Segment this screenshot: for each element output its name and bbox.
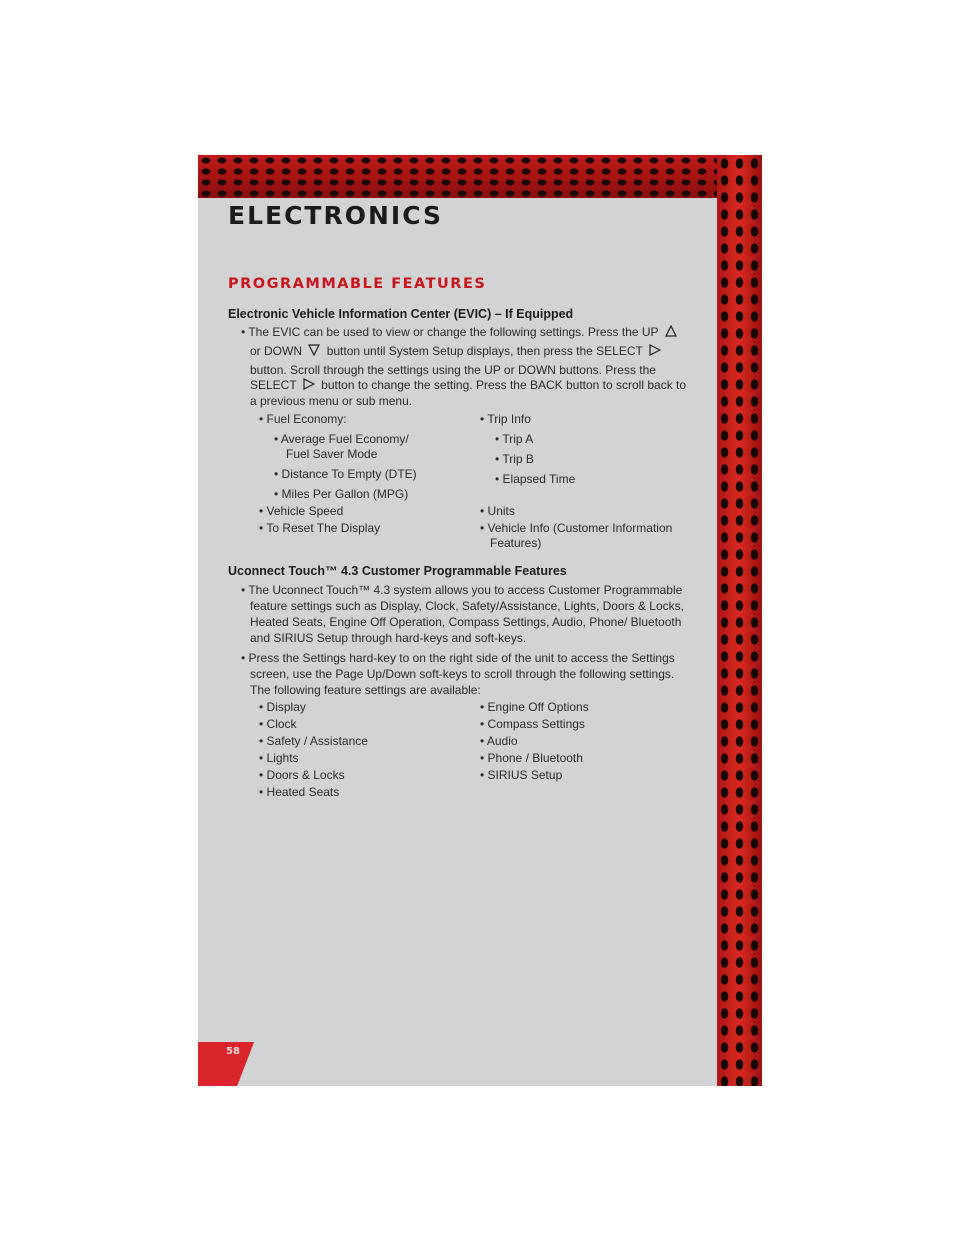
evic-para-line-3: button. Scroll through the settings using the UP or DOWN buttons. Press the	[250, 363, 656, 377]
list-item: • Clock	[259, 717, 297, 731]
select-arrow-icon	[649, 344, 661, 356]
list-item: • Trip A	[495, 432, 534, 446]
list-item: • Fuel Economy:	[259, 412, 347, 426]
list-item: • Trip Info	[480, 412, 531, 426]
evic-text: button to change the setting. Press the BACK button to scroll back to	[321, 378, 687, 392]
uconnect-para-2-line-1: • Press the Settings hard-key to on the right side of the unit to access the Settings	[241, 651, 675, 665]
list-item: • Phone / Bluetooth	[480, 751, 583, 765]
evic-text: button until System Setup displays, then press the SELECT	[326, 344, 643, 358]
list-item: • Distance To Empty (DTE)	[274, 467, 417, 481]
section-title: PROGRAMMABLE FEATURES	[228, 276, 487, 292]
list-item: • To Reset The Display	[259, 521, 381, 535]
evic-para-line-2	[250, 343, 664, 359]
evic-heading: Electronic Vehicle Information Center (EVIC) – If Equipped	[228, 307, 574, 321]
top-grille-band	[198, 155, 762, 198]
uconnect-para-1-line-2: feature settings such as Display, Clock, Safety/Assistance, Lights, Doors & Locks,	[250, 599, 684, 613]
list-item: Fuel Saver Mode	[286, 447, 378, 461]
page-number: 58	[226, 1046, 240, 1057]
list-item: • Display	[259, 700, 306, 714]
evic-text: or DOWN	[250, 344, 302, 358]
evic-para-line-5: a previous menu or sub menu.	[250, 394, 413, 408]
manual-page	[198, 155, 762, 1086]
list-item: • Miles Per Gallon (MPG)	[274, 487, 409, 501]
list-item: • SIRIUS Setup	[480, 768, 563, 782]
list-item: • Vehicle Info (Customer Information	[480, 521, 673, 535]
evic-text: SELECT	[250, 378, 297, 392]
evic-text: • The EVIC can be used to view or change the following settings. Press the UP	[241, 325, 659, 339]
section-header: ELECTRONICS	[228, 201, 444, 230]
list-item: • Engine Off Options	[480, 700, 589, 714]
uconnect-para-2-line-2: screen, use the Page Up/Down soft-keys to scroll through the following settings.	[250, 667, 675, 681]
evic-para-line-4	[250, 377, 686, 393]
list-item: • Units	[480, 504, 515, 518]
uconnect-para-1-line-1: • The Uconnect Touch™ 4.3 system allows you to access Customer Programmable	[241, 583, 683, 597]
uconnect-para-1-line-3: Heated Seats, Engine Off Operation, Compass Settings, Audio, Phone/ Bluetooth	[250, 615, 682, 629]
uconnect-para-1-line-4: and SIRIUS Setup through hard-keys and soft-keys.	[250, 631, 527, 645]
list-item: • Average Fuel Economy/	[274, 432, 409, 446]
right-grille-band	[717, 155, 762, 1086]
list-item: • Lights	[259, 751, 299, 765]
down-arrow-icon	[308, 344, 320, 356]
list-item: • Vehicle Speed	[259, 504, 344, 518]
list-item: • Compass Settings	[480, 717, 585, 731]
up-arrow-icon	[665, 325, 677, 337]
list-item: • Elapsed Time	[495, 472, 576, 486]
list-item: • Safety / Assistance	[259, 734, 368, 748]
select-arrow-icon	[303, 378, 315, 390]
list-item: • Doors & Locks	[259, 768, 345, 782]
uconnect-para-2-line-3: The following feature settings are available:	[250, 683, 481, 697]
list-item: • Trip B	[495, 452, 534, 466]
uconnect-heading: Uconnect Touch™ 4.3 Customer Programmable Features	[228, 564, 567, 578]
evic-para-line-1	[241, 324, 680, 340]
list-item: • Audio	[480, 734, 518, 748]
list-item: Features)	[490, 536, 542, 550]
list-item: • Heated Seats	[259, 785, 340, 799]
